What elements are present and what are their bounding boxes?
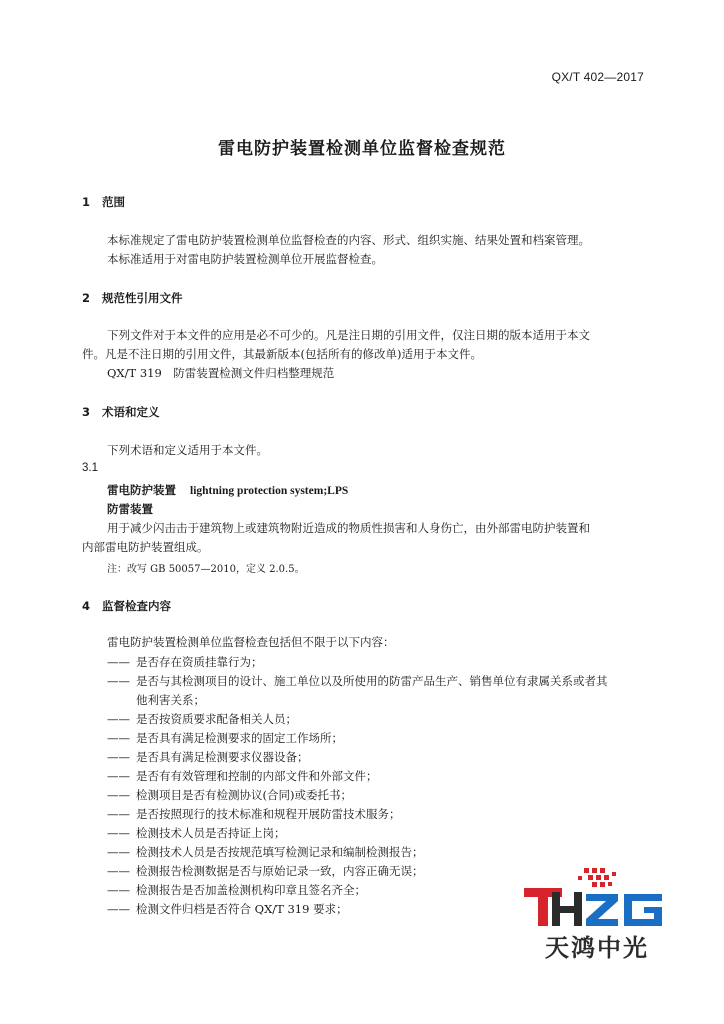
list-item: —— 检测文件归档是否符合 QX/T 319 要求； bbox=[107, 902, 348, 916]
list-item: —— 检测技术人员是否持证上岗； bbox=[107, 826, 286, 840]
list-item: —— 是否存在资质挂靠行为； bbox=[107, 655, 263, 669]
term-chinese: 雷电防护装置 bbox=[107, 483, 176, 497]
section-2-paragraph-line-1: 下列文件对于本文件的应用是必不可少的。凡是注日期的引用文件，仅注日期的版本适用于本文 bbox=[107, 328, 590, 342]
section-1-paragraph-1: 本标准规定了雷电防护装置检测单位监督检查的内容、形式、组织实施、结果处置和档案管理。 bbox=[107, 233, 590, 247]
document-title: 雷电防护装置检测单位监督检查规范 bbox=[218, 139, 506, 159]
list-item: —— 是否与其检测项目的设计、施工单位以及所使用的防雷产品生产、销售单位有隶属关系或者其 bbox=[107, 674, 608, 688]
term-alternative: 防雷装置 bbox=[107, 502, 153, 516]
section-2-number: 2 bbox=[82, 291, 91, 305]
term-note: 注：改写 GB 50057—2010，定义 2.0.5。 bbox=[107, 564, 305, 575]
section-2-title: 规范性引用文件 bbox=[102, 291, 183, 305]
list-item: —— 检测报告检测数据是否与原始记录一致，内容正确无误； bbox=[107, 864, 424, 878]
list-item: —— 是否具有满足检测要求的固定工作场所； bbox=[107, 731, 343, 745]
list-item: —— 是否具有满足检测要求仪器设备； bbox=[107, 750, 309, 764]
list-item: —— 是否有有效管理和控制的内部文件和外部文件； bbox=[107, 769, 378, 783]
section-4-intro: 雷电防护装置检测单位监督检查包括但不限于以下内容： bbox=[107, 635, 395, 649]
term-definition-line-1: 用于减少闪击击于建筑物上或建筑物附近造成的物质性损害和人身伤亡，由外部雷电防护装置和 bbox=[107, 521, 590, 535]
section-1-number: 1 bbox=[82, 195, 91, 209]
list-item: —— 检测报告是否加盖检测机构印章且签名齐全； bbox=[107, 883, 366, 897]
term-entry bbox=[107, 480, 348, 501]
list-item-continuation: 他利害关系； bbox=[136, 693, 205, 707]
section-2-paragraph-line-2: 件。凡是不注日期的引用文件，其最新版本(包括所有的修改单)适用于本文件。 bbox=[82, 347, 482, 361]
section-3-number: 3 bbox=[82, 405, 91, 419]
term-number: 3.1 bbox=[82, 462, 98, 474]
section-3-paragraph: 下列术语和定义适用于本文件。 bbox=[107, 443, 268, 457]
thzg-logo-icon bbox=[522, 864, 672, 928]
section-1-title: 范围 bbox=[102, 195, 125, 209]
list-item: —— 是否按照现行的技术标准和规程开展防雷技术服务； bbox=[107, 807, 401, 821]
section-1-heading bbox=[82, 194, 125, 210]
section-3-heading bbox=[82, 404, 160, 420]
section-4-heading bbox=[82, 598, 171, 614]
list-item: —— 检测技术人员是否按规范填写检测记录和编制检测报告； bbox=[107, 845, 424, 859]
list-item: —— 检测项目是否有检测协议(合同)或委托书； bbox=[107, 788, 352, 802]
watermark-text: 天鸿中光 bbox=[545, 934, 649, 962]
normative-reference: QX/T 319 防雷装置检测文件归档整理规范 bbox=[107, 366, 335, 380]
term-definition-line-2: 内部雷电防护装置组成。 bbox=[82, 540, 209, 554]
watermark-logo bbox=[522, 864, 672, 962]
section-4-title: 监督检查内容 bbox=[102, 599, 171, 613]
term-english: lightning protection system;LPS bbox=[190, 485, 349, 497]
section-2-heading bbox=[82, 290, 183, 306]
list-item: —— 是否按资质要求配备相关人员； bbox=[107, 712, 297, 726]
section-4-number: 4 bbox=[82, 599, 91, 613]
section-1-paragraph-2: 本标准适用于对雷电防护装置检测单位开展监督检查。 bbox=[107, 252, 383, 266]
section-3-title: 术语和定义 bbox=[102, 405, 160, 419]
document-code: QX/T 402—2017 bbox=[551, 70, 644, 84]
